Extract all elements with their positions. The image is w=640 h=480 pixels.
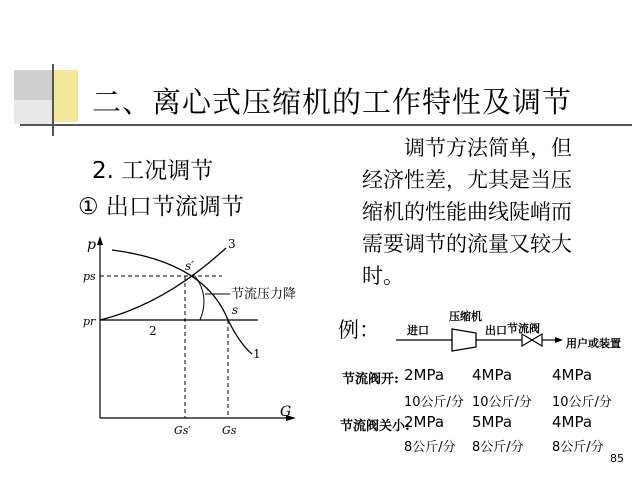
y-axis-label: p [87,237,96,253]
compressor-symbol [452,329,476,351]
description-line: 时。 [362,264,404,288]
row-label-valve-closed: 节流阀关小: [340,419,410,434]
description-line: 调节方法简单，但 [404,136,572,160]
pr-label: pr [83,315,96,328]
flow-arrow [555,337,563,343]
valve-label: 节流阀 [507,322,540,335]
curve-2-label: 2 [149,324,157,338]
performance-graph [70,232,332,450]
row1-pressure-user: 4MPa [552,366,593,384]
pressure-drop-label: 节流压力降 [231,287,297,302]
row2-flow-outlet: 8公斤/分 [472,440,524,455]
row2-flow-user: 8公斤/分 [552,440,604,455]
row2-pressure-inlet: 2MPa [404,413,445,431]
row1-pressure-outlet: 4MPa [472,366,513,384]
pressure-drop-bracket [195,276,204,320]
compressor-label: 压缩机 [449,310,482,323]
curve-1-label: 1 [253,347,261,361]
example-label: 例： [338,318,380,342]
page-title: 二、离心式压缩机的工作特性及调节 [92,85,573,119]
description-line: 经济性差，尤其是当压 [362,168,572,192]
row1-flow-outlet: 10公斤/分 [472,395,532,410]
decor-horizontal-line [20,124,632,126]
user-label: 用户或装置 [566,337,621,350]
y-axis-arrow [97,236,103,245]
description-line: 需要调节的流量又较大 [362,232,572,256]
curve-3 [100,248,226,320]
row1-pressure-inlet: 2MPa [404,366,445,384]
point-s-prime-label: s′ [185,259,194,273]
decor-block-gray [14,70,52,100]
subsection-heading: ① 出口节流调节 [78,194,244,220]
gs-label: Gs [222,424,237,437]
curve-3-label: 3 [228,237,236,251]
curve-1 [112,250,252,354]
outlet-label: 出口 [485,324,507,337]
row1-flow-user: 10公斤/分 [552,395,612,410]
description-line: 缩机的性能曲线陡峭而 [362,200,572,224]
ps-label: ps [83,270,96,283]
point-s-label: s [232,303,239,317]
row1-flow-inlet: 10公斤/分 [404,395,464,410]
x-axis-label: G [280,404,292,420]
section-heading: 2. 工况调节 [92,158,214,184]
row2-pressure-outlet: 5MPa [472,413,513,431]
page-number: 85 [610,452,624,465]
decor-block-yellow [52,70,78,122]
description [362,132,620,292]
row2-pressure-user: 4MPa [552,413,593,431]
decor-block-light [14,100,52,124]
row2-flow-inlet: 8公斤/分 [404,440,456,455]
gs-prime-label: Gs′ [174,424,191,437]
inlet-label: 进口 [407,324,429,337]
row-label-valve-open: 节流阀开: [342,372,399,387]
